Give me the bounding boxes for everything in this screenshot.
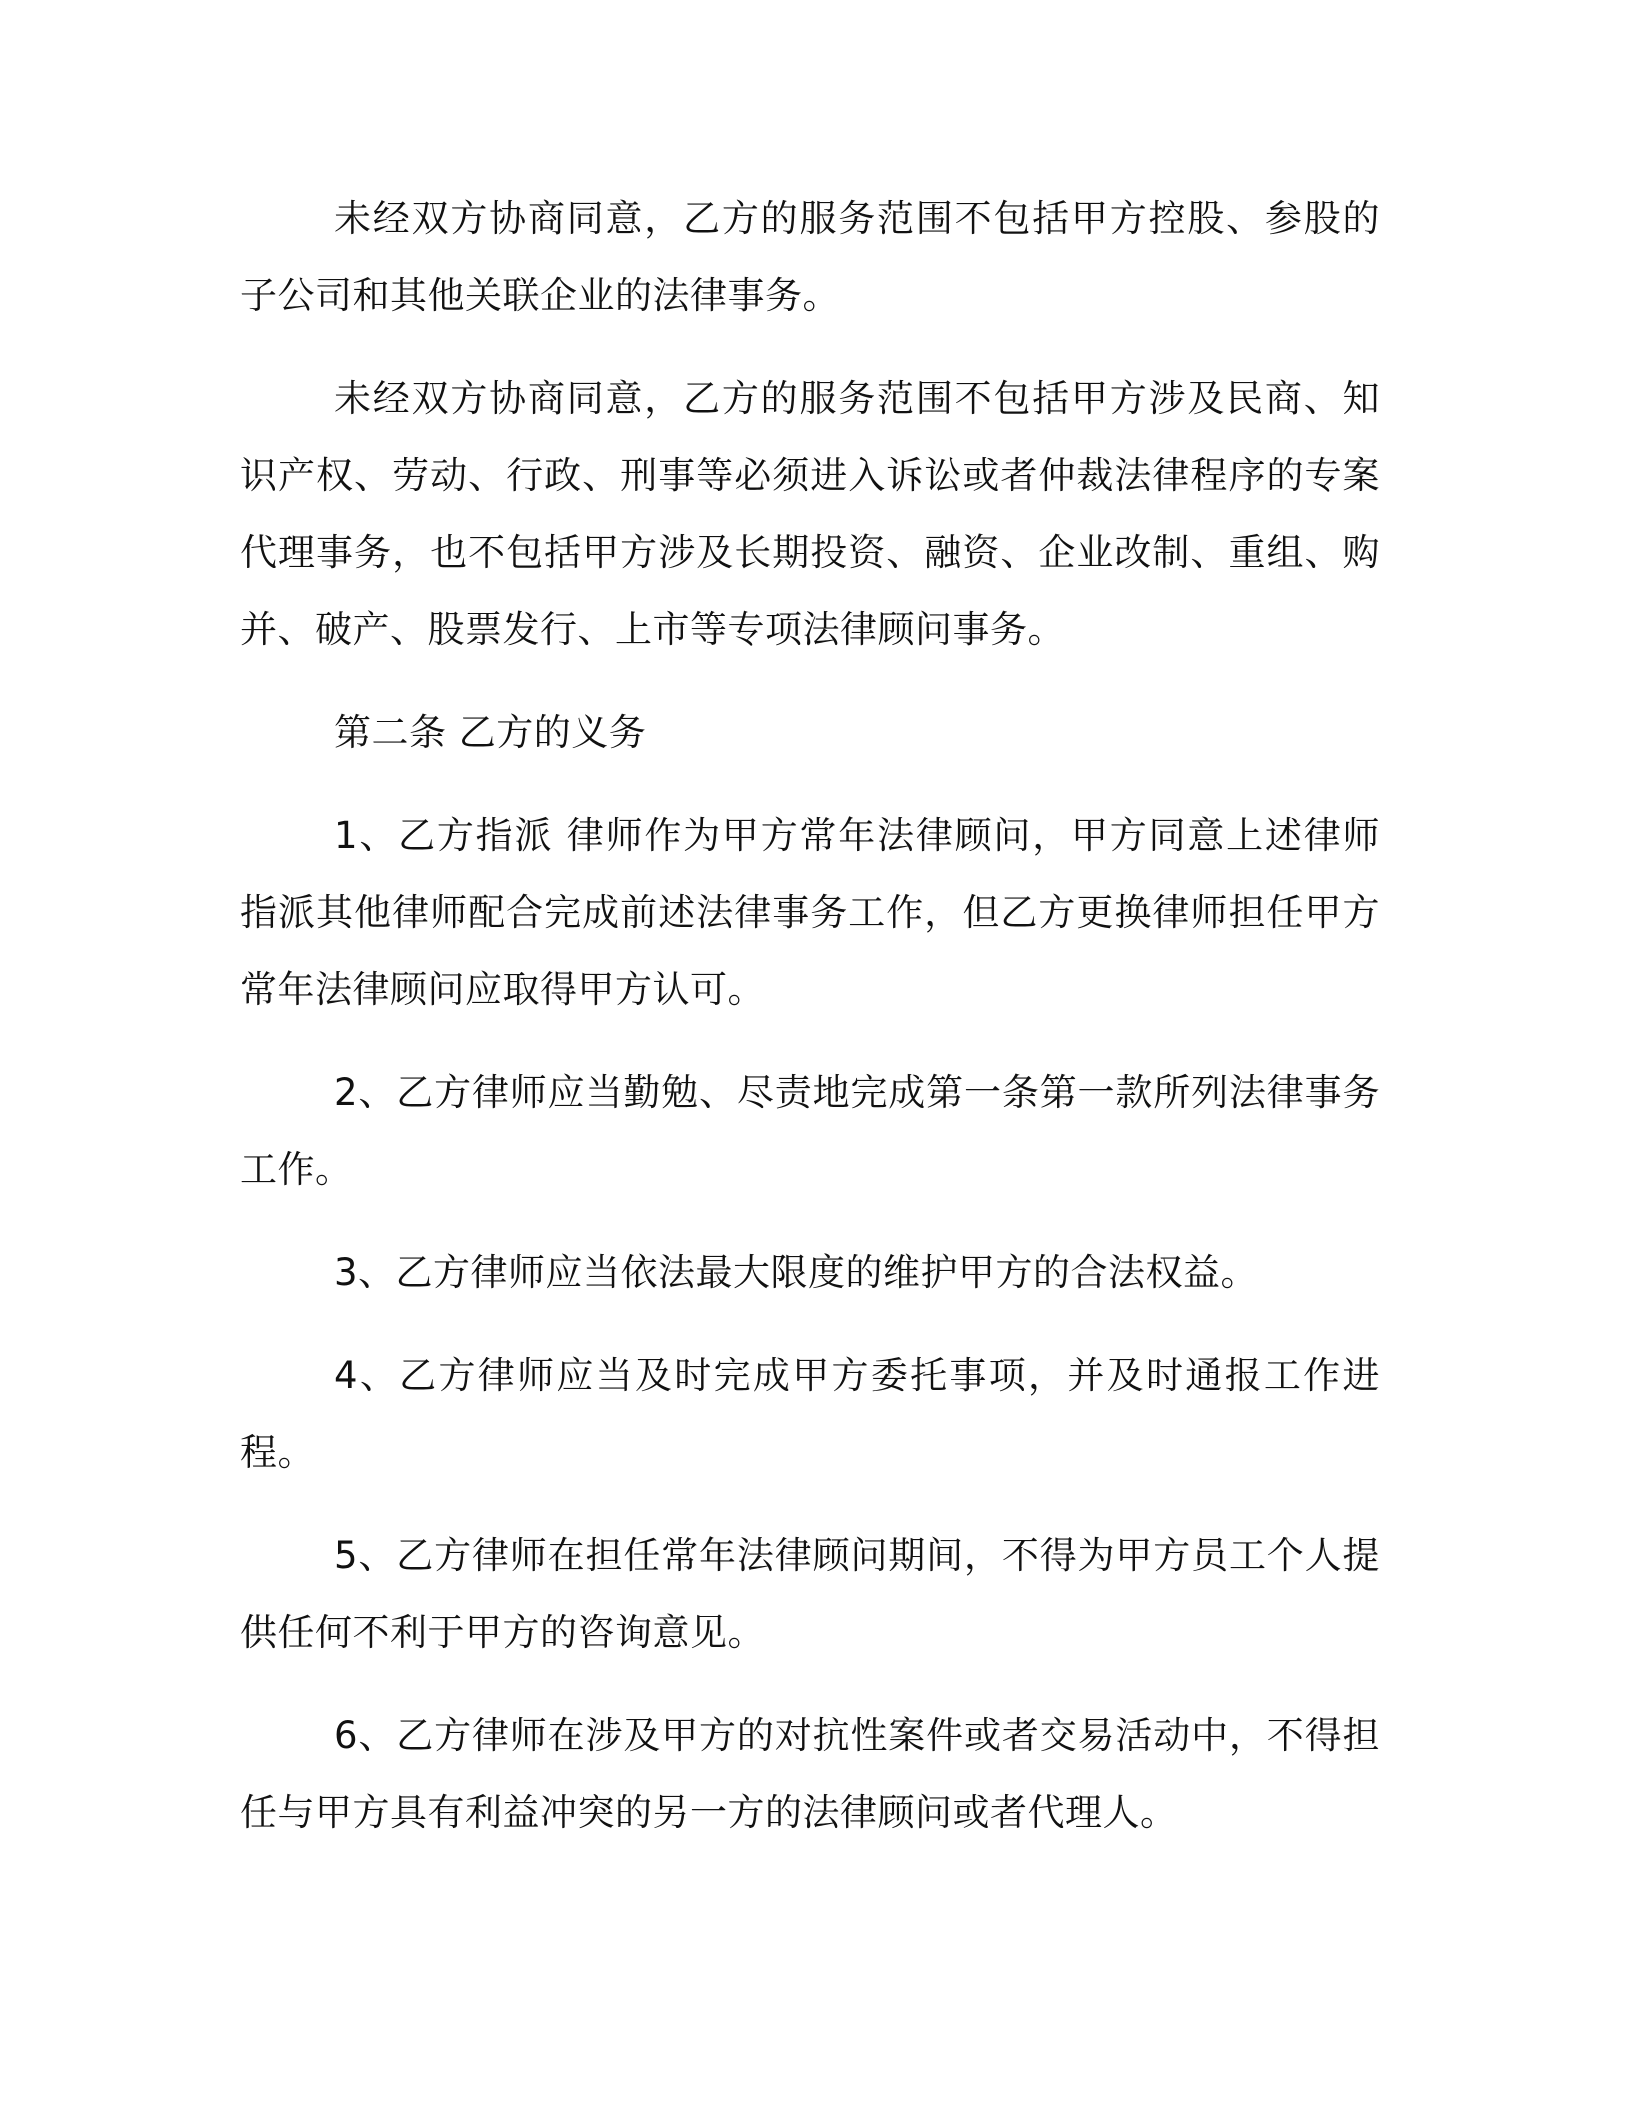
obligation-item-5: 5、乙方律师在担任常年法律顾问期间，不得为甲方员工个人提供任何不利于甲方的咨询意见。 <box>240 1534 1380 1654</box>
obligation-item-6: 6、乙方律师在涉及甲方的对抗性案件或者交易活动中，不得担任与甲方具有利益冲突的另一方的法律顾问或者代理人。 <box>240 1714 1380 1834</box>
paragraph-scope-litigation: 未经双方协商同意，乙方的服务范围不包括甲方涉及民商、知识产权、劳动、行政、刑事等必须进入诉讼或者仲裁法律程序的专案代理事务，也不包括甲方涉及长期投资、融资、企业改制、重组、购并、破产、股票发行、上市等专项法律顾问事务。 <box>240 377 1380 651</box>
obligation-item-2: 2、乙方律师应当勤勉、尽责地完成第一条第一款所列法律事务工作。 <box>240 1071 1380 1191</box>
obligation-item-1: 1、乙方指派 律师作为甲方常年法律顾问，甲方同意上述律师指派其他律师配合完成前述法律事务工作，但乙方更换律师担任甲方常年法律顾问应取得甲方认可。 <box>240 814 1380 1011</box>
obligation-item-4: 4、乙方律师应当及时完成甲方委托事项，并及时通报工作进程。 <box>240 1354 1380 1474</box>
paragraph-scope-affiliates: 未经双方协商同意，乙方的服务范围不包括甲方控股、参股的子公司和其他关联企业的法律事务。 <box>240 197 1380 317</box>
document-body <box>240 180 1380 1877</box>
section-heading-article-2: 第二条 乙方的义务 <box>334 711 647 754</box>
obligation-item-3: 3、乙方律师应当依法最大限度的维护甲方的合法权益。 <box>334 1251 1259 1294</box>
